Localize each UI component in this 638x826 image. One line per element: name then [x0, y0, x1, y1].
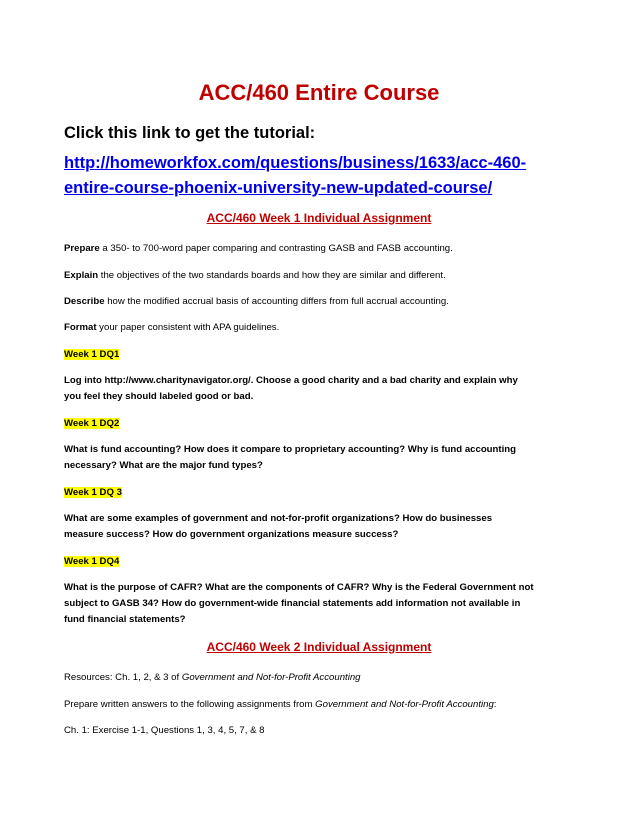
- dq1-line1: Log into http://www.charitynavigator.org/. Choose a good charity and a bad charity and explain why: [64, 375, 518, 386]
- dq4-line1: What is the purpose of CAFR? What are the components of CAFR? Why is the Federal Government not: [64, 582, 534, 593]
- item-text: how the modified accrual basis of accounting differs from full accrual accounting.: [104, 296, 449, 307]
- dq4-line3: fund financial statements?: [64, 614, 186, 625]
- book-title: Government and Not-for-Profit Accounting: [181, 672, 361, 683]
- item-text: your paper consistent with APA guidelines.: [96, 322, 280, 333]
- week2-prepare: Prepare written answers to the following assignments from Government and Not-for-Profit Accounting:: [64, 699, 497, 710]
- item-text: the objectives of the two standards boards and how they are similar and different.: [98, 270, 446, 281]
- tutorial-link-line1[interactable]: http://homeworkfox.com/questions/business/1633/acc-460-: [64, 154, 527, 172]
- item-lead: Format: [64, 322, 97, 333]
- item-lead: Prepare: [64, 243, 100, 254]
- tutorial-link-line2[interactable]: entire-course-phoenix-university-new-updated-course/: [64, 179, 493, 197]
- dq2-line1: What is fund accounting? How does it compare to proprietary accounting? Why is fund accounting: [64, 444, 516, 455]
- item-text: a 350- to 700-word paper comparing and contrasting GASB and FASB accounting.: [99, 243, 453, 254]
- item-lead: Describe: [64, 296, 105, 307]
- dq4-line2: subject to GASB 34? How do government-wide financial statements add information not available in: [64, 598, 521, 609]
- book-title: Government and Not-for-Profit Accounting: [315, 699, 494, 710]
- week2-ch1: Ch. 1: Exercise 1-1, Questions 1, 3, 4, 5, 7, & 8: [64, 725, 265, 736]
- dq2-label: Week 1 DQ2: [64, 418, 120, 429]
- week1-item-explain: [64, 269, 446, 283]
- page-title: ACC/460 Entire Course: [198, 80, 440, 105]
- dq3-line2: measure success? How do government organizations measure success?: [64, 529, 399, 540]
- week1-heading: ACC/460 Week 1 Individual Assignment: [206, 211, 432, 225]
- dq4-label: Week 1 DQ4: [64, 556, 120, 567]
- week1-item-describe: [64, 295, 449, 309]
- week1-item-prepare: [64, 242, 453, 256]
- dq1-label: Week 1 DQ1: [64, 349, 120, 360]
- week1-item-format: [64, 321, 279, 335]
- item-lead: Explain: [64, 270, 99, 281]
- dq2-line2: necessary? What are the major fund types?: [64, 460, 263, 471]
- tutorial-intro: Click this link to get the tutorial:: [64, 124, 316, 142]
- dq3-line1: What are some examples of government and not-for-profit organizations? How do businesses: [64, 513, 493, 524]
- dq1-line2: you feel they should labeled good or bad.: [64, 391, 254, 402]
- dq3-label: Week 1 DQ 3: [64, 487, 122, 498]
- week2-resources: Resources: Ch. 1, 2, & 3 of Government and Not-for-Profit Accounting: [64, 672, 361, 683]
- week2-heading: ACC/460 Week 2 Individual Assignment: [206, 640, 432, 654]
